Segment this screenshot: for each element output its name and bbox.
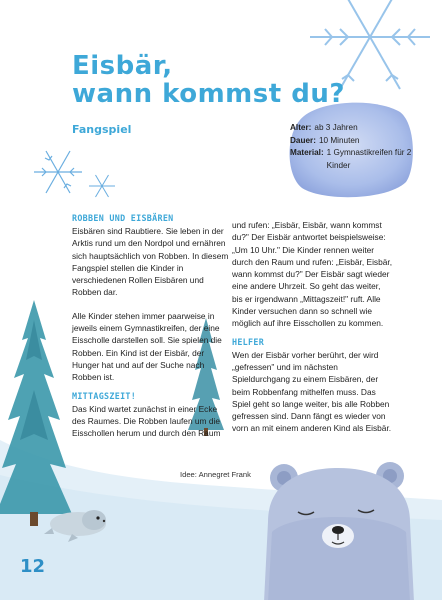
page-title	[72, 52, 345, 108]
page-number: 12	[20, 556, 46, 577]
section-heading: ROBBEN UND EISBÄREN	[72, 213, 174, 223]
paragraph: Wen der Eisbär vorher berührt, der wird „gefressen" und im nächsten Spieldurchgang zu einem Eisbären, der beim Robbenfang mithelfen muss. Das Spiel geht so lange weiter, bis alle Robben gefressen sind. Dann fängt es wieder von vorn an mit einem anderen Kind als Eisbär.	[232, 349, 392, 434]
fir-tree-illustration	[0, 300, 74, 530]
author-credit: Idee: Annegret Frank	[180, 470, 251, 479]
snowflake-icon	[82, 166, 122, 206]
seal-illustration	[44, 506, 114, 546]
section-heading: MITTAGSZEIT!	[72, 390, 137, 401]
paragraph: Eisbären sind Raubtiere. Sie leben in der Arktis rund um den Nordpol und ernähren sich hauptsächlich von Robben. In diesem Fangspiel stellen die Kinder in verschiedenen Rollen Eisbären und Robben dar.	[72, 226, 229, 298]
paragraph: und rufen: „Eisbär, Eisbär, wann kommst du?" Der Eisbär antwortet beispielsweise: „Um 10 Uhr." Die Kinder rennen weiter durch den Raum und rufen: „Eisbär, Eisbär, wann kommst du?" Der Eisbär sagt wieder eine andere Uhrzeit. So geht das weiter, bis er irgendwann „Mittagszeit!" ruft. Alle Kinder versuchen dann so schnell wie möglich auf ihre Eisschollen zu kommen.	[232, 220, 393, 329]
title-line-1: Eisbär,	[72, 51, 173, 81]
info-duration: Dauer: 10 Minuten	[290, 135, 360, 145]
polar-bear-illustration	[262, 452, 442, 600]
paragraph: Das Kind wartet zunächst in einer Ecke des Raumes. Die Robben laufen um die Eisschollen herum und durch den Raum	[72, 403, 221, 439]
game-category: Fangspiel	[72, 123, 132, 136]
section-heading: HELFER	[232, 336, 265, 347]
text-column-left	[72, 213, 232, 439]
info-box	[290, 122, 418, 172]
info-age: Alter: ab 3 Jahren	[290, 123, 358, 132]
paragraph: Alle Kinder stehen immer paarweise in jeweils einem Gymnastikreifen, der eine Eisscholle darstellen soll. Sie spielen die Robben. Ein Kind ist der Eisbär, der Hunger hat und auf der Suche nach Robben ist.	[72, 310, 222, 383]
text-column-right	[232, 219, 392, 435]
title-line-2: wann kommst du?	[72, 79, 345, 109]
info-material: Material: 1 Gymnastikreifen für 2 Kinder	[290, 148, 412, 170]
